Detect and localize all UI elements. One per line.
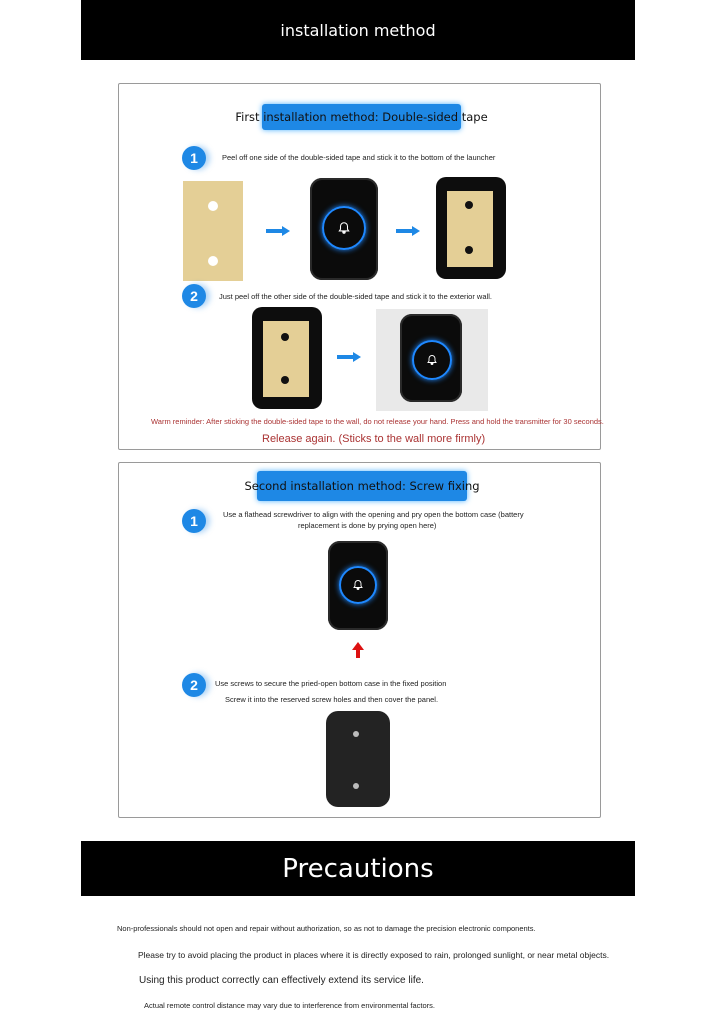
doorbell-device bbox=[328, 541, 388, 630]
arrow-right-icon bbox=[337, 352, 361, 362]
method2-step1-text-line1: Use a flathead screwdriver to align with the opening and pry open the bottom case (battery bbox=[223, 510, 524, 519]
step-badge bbox=[182, 673, 206, 697]
bell-ring bbox=[339, 566, 377, 604]
arrow-right-icon bbox=[396, 226, 420, 236]
bell-ring bbox=[412, 340, 452, 380]
method2-panel bbox=[118, 462, 601, 818]
method1-step1-text: Peel off one side of the double-sided tape and stick it to the bottom of the launcher bbox=[222, 153, 496, 162]
bottom-case bbox=[326, 711, 390, 807]
device-back-with-tape bbox=[436, 177, 506, 279]
device-back-with-tape bbox=[252, 307, 322, 409]
method1-step2-text: Just peel off the other side of the double-sided tape and stick it to the exterior wall. bbox=[219, 292, 492, 301]
step-number: 1 bbox=[190, 150, 198, 166]
tape-hole bbox=[208, 201, 218, 211]
step-badge bbox=[182, 509, 206, 533]
precautions-banner bbox=[81, 841, 635, 896]
tape-hole bbox=[465, 201, 473, 209]
doorbell-device bbox=[400, 314, 462, 402]
step-number: 2 bbox=[190, 677, 198, 693]
step-badge bbox=[182, 146, 206, 170]
precaution-item: Using this product correctly can effectively extend its service life. bbox=[139, 975, 424, 986]
tape-hole bbox=[465, 246, 473, 254]
precautions-title: Precautions bbox=[282, 853, 434, 884]
header-banner bbox=[81, 0, 635, 60]
method2-step1-text-line2: replacement is done by prying open here) bbox=[298, 521, 437, 530]
step-number: 1 bbox=[190, 513, 198, 529]
method2-title bbox=[244, 471, 480, 501]
method2-title-text: Second installation method: Screw fixing bbox=[244, 479, 480, 493]
precaution-item: Actual remote control distance may vary due to interference from environmental factors. bbox=[144, 1001, 435, 1010]
method2-step2-sub: Screw it into the reserved screw holes and then cover the panel. bbox=[225, 695, 439, 704]
precaution-item: Please try to avoid placing the product in places where it is directly exposed to rain, prolonged sunlight, or near metal objects. bbox=[138, 950, 610, 960]
wall-photo bbox=[376, 309, 488, 411]
screw-hole bbox=[353, 783, 359, 789]
doorbell-device bbox=[310, 178, 378, 280]
step-number: 2 bbox=[190, 288, 198, 304]
precaution-item: Non-professionals should not open and repair without authorization, so as not to damage the precision electronic components. bbox=[117, 924, 536, 933]
tape-hole bbox=[208, 256, 218, 266]
method2-step2-text: Use screws to secure the pried-open bottom case in the fixed position bbox=[215, 679, 447, 688]
step-badge bbox=[182, 284, 206, 308]
arrow-right-icon bbox=[266, 226, 290, 236]
tape-hole bbox=[281, 376, 289, 384]
tape-strip bbox=[183, 181, 243, 281]
tape-strip bbox=[447, 191, 493, 267]
tape-strip bbox=[263, 321, 309, 397]
method1-title bbox=[235, 104, 488, 130]
tape-hole bbox=[281, 333, 289, 341]
bell-icon bbox=[426, 354, 438, 366]
screw-hole bbox=[353, 731, 359, 737]
bell-icon bbox=[337, 221, 351, 235]
bell-icon bbox=[352, 579, 364, 591]
page-title: installation method bbox=[280, 20, 436, 40]
release-note: Release again. (Sticks to the wall more firmly) bbox=[262, 433, 486, 445]
method1-title-text: First installation method: Double-sided tape bbox=[235, 110, 488, 124]
bell-ring bbox=[322, 206, 366, 250]
method1-panel bbox=[118, 83, 604, 450]
warm-reminder: Warm reminder: After sticking the double-sided tape to the wall, do not release your hand. Press and hold the transmitter for 30 seconds. bbox=[151, 417, 604, 426]
arrow-up-icon bbox=[352, 642, 364, 658]
